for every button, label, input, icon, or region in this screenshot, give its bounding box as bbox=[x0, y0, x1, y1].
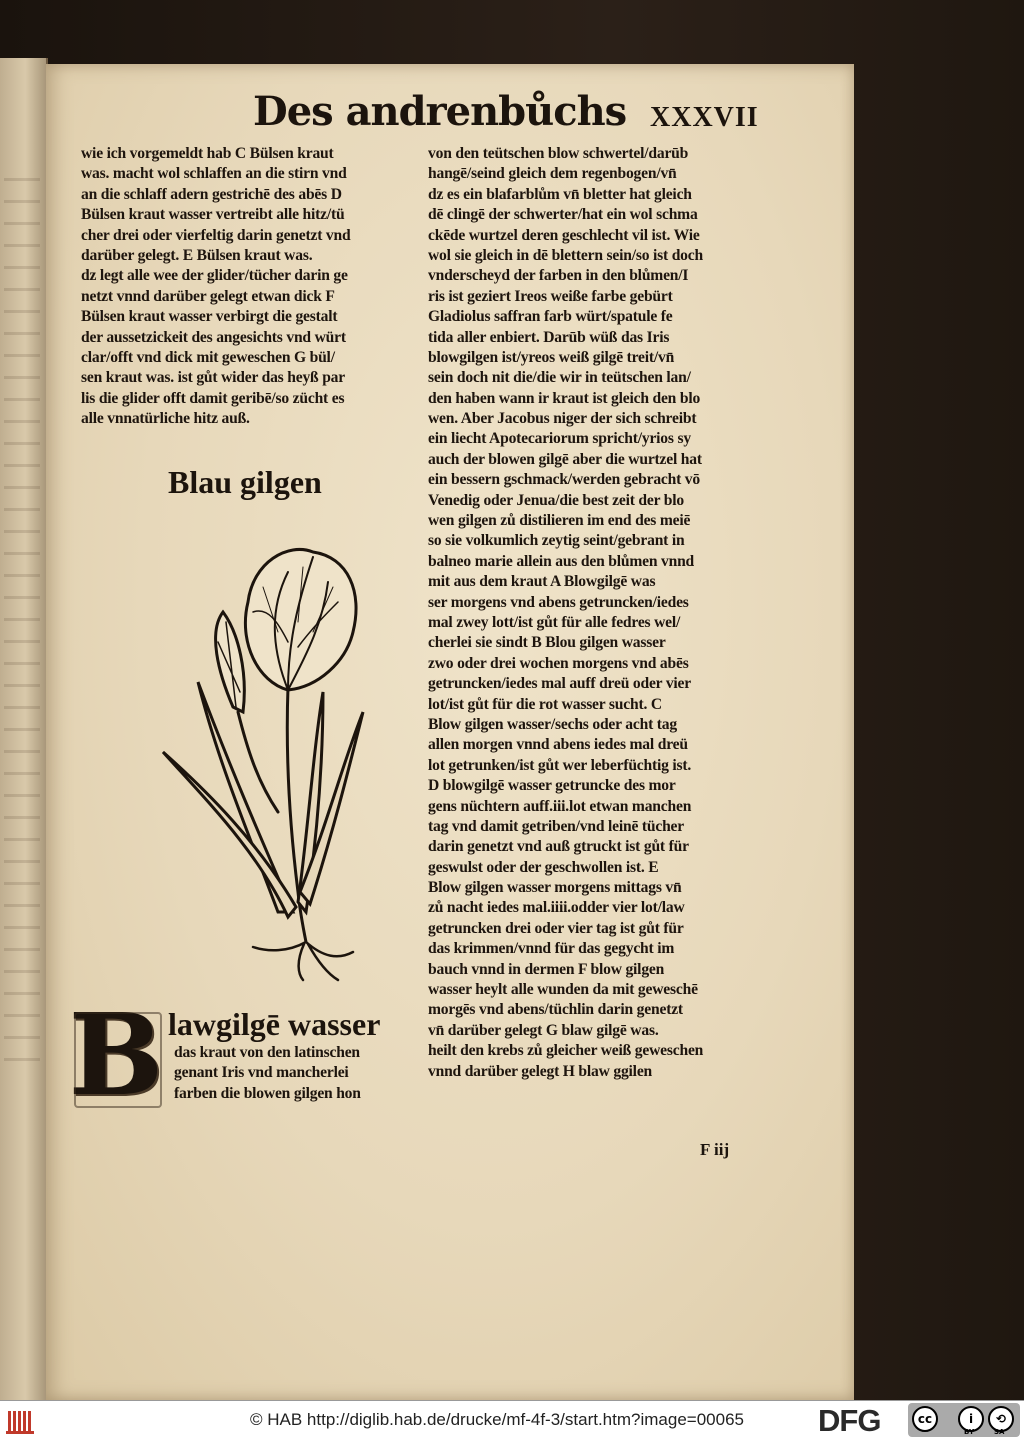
copyright-url[interactable]: © HAB http://diglib.hab.de/drucke/mf-4f-3/start.htm?image=00065 bbox=[250, 1410, 744, 1429]
text-line: zwo oder drei wochen morgens vnd abēs bbox=[428, 654, 689, 672]
text-line: lot/ist gůt für die rot wasser sucht. C bbox=[428, 695, 662, 713]
plant-title: Blau gilgen bbox=[168, 464, 322, 500]
text-line: Blow gilgen wasser morgens mittags vn̄ bbox=[428, 879, 682, 897]
text-line: blowgilgen ist/yreos weiß gilgē treit/vn̄ bbox=[428, 348, 675, 366]
hab-library-icon bbox=[6, 1407, 36, 1435]
text-line: darüber gelegt. E Bülsen kraut was. bbox=[81, 246, 313, 264]
text-line: ckēde wurtzel deren geschlecht vil ist. Wie bbox=[428, 226, 700, 244]
text-line: tag vnd damit getriben/vnd leinē tücher bbox=[428, 817, 684, 835]
text-line: genant Iris vnd mancherlei bbox=[174, 1064, 349, 1082]
cc-icon: cc bbox=[912, 1406, 938, 1432]
by-label: BY bbox=[964, 1428, 975, 1436]
text-line: so sie volkumlich zeytig seint/gebrant in bbox=[428, 532, 685, 550]
creative-commons-badge[interactable] bbox=[908, 1403, 1020, 1437]
book-page bbox=[46, 64, 854, 1400]
text-line: den haben wann ir kraut ist gleich den blo bbox=[428, 389, 701, 407]
text-line: vn̄ darüber gelegt G blaw gilgē was. bbox=[428, 1021, 659, 1039]
left-column bbox=[81, 144, 411, 429]
text-line: sen kraut was. ist gůt wider das heyß par bbox=[81, 369, 346, 387]
sa-label: SA bbox=[994, 1428, 1005, 1436]
text-line: alle vnnatürliche hitz auß. bbox=[81, 410, 250, 428]
text-line: netzt vnnd darüber gelegt etwan dick F bbox=[81, 287, 335, 305]
text-line: dz es ein blafarblům vn̄ bletter hat gleich bbox=[428, 185, 692, 203]
text-line: Venedig oder Jenua/die best zeit der blo bbox=[428, 491, 684, 509]
text-line: ein liecht Apotecariorum spricht/yrios sy bbox=[428, 430, 691, 448]
text-line: von den teütschen blow schwertel/darūb bbox=[428, 145, 689, 162]
by-attribution-icon: i bbox=[958, 1406, 984, 1432]
text-line: sein doch nit die/die wir in teütschen lan/ bbox=[428, 369, 691, 387]
text-line: auch der blowen gilgē aber die wurtzel hat bbox=[428, 450, 702, 468]
text-line: zů nacht iedes mal.iiii.odder vier lot/law bbox=[428, 899, 685, 917]
text-line: mal zwey lott/ist gůt für alle fedres wel/ bbox=[428, 613, 681, 631]
text-line: Gladiolus saffran farb würt/spatule fe bbox=[428, 308, 673, 326]
text-line: farben die blowen gilgen hon bbox=[174, 1084, 361, 1102]
text-line: wen gilgen zů distilieren im end des meiē bbox=[428, 512, 691, 530]
text-line: an die schlaff adern gestrichē des abēs D bbox=[81, 185, 342, 203]
text-line: cherlei sie sindt B Blou gilgen wasser bbox=[428, 634, 666, 652]
text-line: dē clingē der schwerter/hat ein wol schma bbox=[428, 206, 698, 224]
text-line: getruncken/iedes mal auff dreü oder vier bbox=[428, 675, 691, 693]
text-line: balneo marie allein aus den blůmen vnnd bbox=[428, 552, 695, 570]
iris-woodcut-illustration bbox=[138, 512, 398, 982]
text-line: getruncken drei oder vier tag ist gůt für bbox=[428, 919, 684, 937]
text-line: das krimmen/vnnd für das gegycht im bbox=[428, 940, 675, 958]
text-line: hangē/seind gleich dem regenbogen/vn̄ bbox=[428, 165, 677, 183]
text-line: D blowgilgē wasser getruncke des mor bbox=[428, 777, 676, 795]
text-line: bauch vnnd in dermen F blow gilgen bbox=[428, 960, 665, 978]
text-line: das kraut von den latinschen bbox=[174, 1044, 360, 1061]
flower-head bbox=[245, 549, 356, 690]
text-line: heilt den krebs zů gleicher weiß geweschen bbox=[428, 1042, 704, 1060]
text-line: wen. Aber Jacobus niger der sich schreibt bbox=[428, 410, 697, 428]
text-line: tida aller enbiert. Darūb wüß das Iris bbox=[428, 328, 670, 346]
text-line: Bülsen kraut wasser vertreibt alle hitz/tü bbox=[81, 206, 345, 224]
text-line: allen morgen vnnd abens iedes mal dreü bbox=[428, 736, 688, 754]
text-line: clar/offt vnd dick mit geweschen G bül/ bbox=[81, 348, 335, 366]
text-line: ris ist geziert Ireos weiße farbe gebürt bbox=[428, 287, 673, 305]
initial-paragraph-lines bbox=[174, 1043, 434, 1104]
initial-paragraph bbox=[68, 990, 428, 1126]
text-line: wasser heylt alle wunden da mit geweschē bbox=[428, 981, 698, 999]
text-line: was. macht wol schlaffen an die stirn vnd bbox=[81, 165, 347, 183]
text-line: lis die glider offt damit geribē/so zücht es bbox=[81, 389, 345, 407]
text-line: darin genetzt vnd auß gtruckt ist gůt für bbox=[428, 838, 689, 856]
text-line: morgēs vnd abens/tüchlin darin genetzt bbox=[428, 1001, 683, 1019]
text-line: geswulst oder der geschwollen ist. E bbox=[428, 858, 659, 876]
section-heading: lawgilgē wasser bbox=[168, 1006, 381, 1042]
folio-number: XXXVII bbox=[650, 102, 759, 133]
dfg-logo: DFG bbox=[818, 1403, 881, 1438]
signature-mark: F iij bbox=[700, 1140, 730, 1159]
text-line: Bülsen kraut wasser verbirgt die gestalt bbox=[81, 308, 338, 326]
text-line: gens nüchtern auff.iii.lot etwan manchen bbox=[428, 797, 692, 815]
text-line: dz legt alle wee der glider/tücher darin ge bbox=[81, 267, 348, 285]
right-column bbox=[428, 144, 763, 1082]
text-line: Blow gilgen wasser/sechs oder acht tag bbox=[428, 715, 677, 733]
text-line: lot getrunken/ist gůt wer leberfüchtig ist. bbox=[428, 756, 692, 774]
text-line: der aussetzickeit des angesichts vnd würt bbox=[81, 328, 346, 346]
text-line: vnnd darüber gelegt H blaw ggilen bbox=[428, 1062, 653, 1080]
text-line: ein bessern gschmack/werden gebracht vō bbox=[428, 471, 700, 489]
share-alike-icon: ⟲ bbox=[988, 1406, 1014, 1432]
text-line: vnderscheyd der farben in den blůmen/I bbox=[428, 267, 689, 285]
bleed-through-text bbox=[4, 178, 40, 1078]
running-head: Des andrenbůchs bbox=[253, 88, 627, 135]
text-line: wol sie gleich in dē blettern sein/so ist doch bbox=[428, 246, 703, 264]
text-line: mit aus dem kraut A Blowgilgē was bbox=[428, 573, 656, 591]
roots bbox=[253, 942, 353, 980]
bud bbox=[216, 612, 245, 712]
viewer-footer bbox=[0, 1400, 1024, 1440]
decorated-initial-b: B bbox=[68, 990, 164, 1121]
previous-page-edge bbox=[0, 58, 48, 1400]
text-line: wie ich vorgemeldt hab C Bülsen kraut bbox=[81, 145, 334, 162]
text-line: cher drei oder vierfeltig darin genetzt vnd bbox=[81, 226, 351, 244]
text-line: ser morgens vnd abens getruncken/iedes bbox=[428, 593, 689, 611]
